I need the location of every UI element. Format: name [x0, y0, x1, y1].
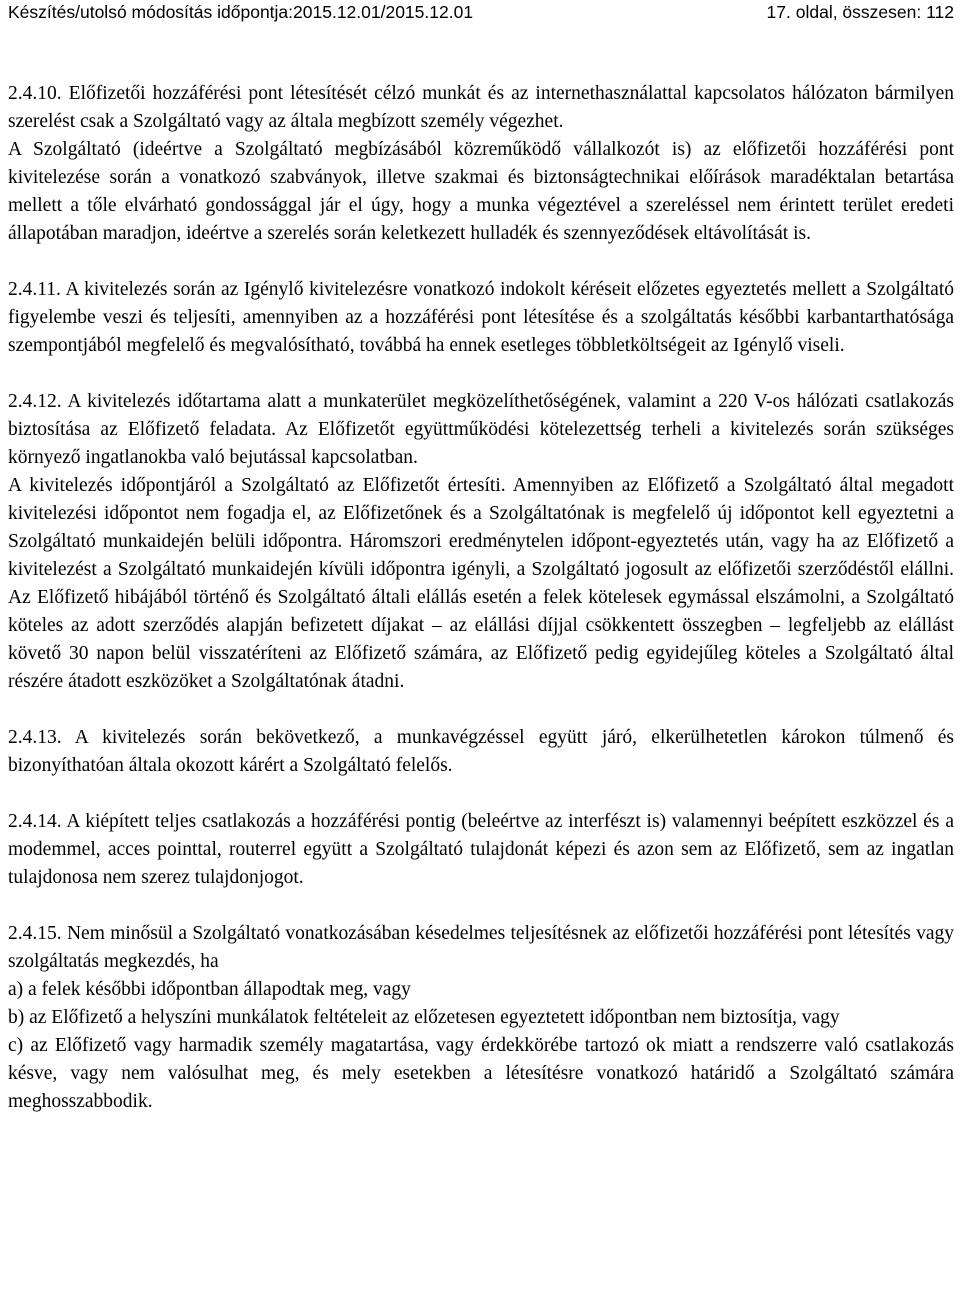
header-timestamp: Készítés/utolsó módosítás időpontja:2015.12.01/2015.12.01 — [8, 2, 474, 22]
paragraph: 2.4.12. A kivitelezés időtartama alatt a munkaterület megközelíthetőségének, valamint a 220 V-os hálózati csatlakozás biztosítása az Előfizető feladata. Az Előfizetőt együttműködési kötelezettség terheli a kivitelezés során szükséges környező ingatlanokba való bejutással kapcsolatban. — [8, 391, 954, 468]
paragraph: 2.4.13. A kivitelezés során bekövetkező, a munkavégzéssel együtt járó, elkerülhetetlen károkon túlmenő és bizonyíthatóan általa okozott kárért a Szolgáltató felelős. — [8, 727, 954, 776]
paragraph: A kivitelezés időpontjáról a Szolgáltató az Előfizetőt értesíti. Amennyiben az Előfizető a Szolgáltató által megadott kivitelezési időpontot nem fogadja el, az Előfizetőnek és a Szolgáltatónak is megfelelő új időpontot kell egyeztetni a Szolgáltató munkaidején belüli időpontra. Háromszori eredménytelen időpont-egyeztetés után, vagy ha az Előfizető a kivitelezést a Szolgáltató munkaidején kívüli időpontra igényli, a Szolgáltató jogosult az előfizetői szerződéstől elállni. Az Előfizető hibájából történő és Szolgáltató általi elállás esetén a felek kötelesek egymással elszámolni, a Szolgáltató köteles az adott szerződés alapján befizetett díjakat – az elállási díjjal csökkentett összegben – legfeljebb az elállást követő 30 napon belül visszatéríteni az Előfizető számára, az Előfizető pedig egyidejűleg köteles a Szolgáltató által részére átadott eszközöket a Szolgáltatónak átadni. — [8, 475, 954, 692]
section-2-4-12 — [8, 388, 954, 696]
header-page-number: 17. oldal, összesen: 112 — [766, 2, 954, 22]
section-2-4-10 — [8, 80, 954, 248]
paragraph: 2.4.15. Nem minősül a Szolgáltató vonatkozásában késedelmes teljesítésnek az előfizetői hozzáférési pont létesítés vagy szolgáltatás megkezdés, ha — [8, 923, 954, 972]
section-2-4-15 — [8, 920, 954, 1116]
document-body — [8, 80, 954, 1144]
list-item: a) a felek későbbi időpontban állapodtak meg, vagy — [8, 979, 411, 1000]
list-item: c) az Előfizető vagy harmadik személy magatartása, vagy érdekkörébe tartozó ok miatt a rendszerre való csatlakozás késve, vagy nem valósulhat meg, és mely esetekben a létesítésre vonatkozó határidő a Szolgáltató számára meghosszabbodik. — [8, 1035, 954, 1112]
section-2-4-14 — [8, 808, 954, 892]
paragraph: 2.4.10. Előfizetői hozzáférési pont létesítését célzó munkát és az internethasználattal kapcsolatos hálózaton bármilyen szerelést csak a Szolgáltató vagy az általa megbízott személy végezhet. — [8, 83, 954, 132]
section-2-4-13 — [8, 724, 954, 780]
section-2-4-11 — [8, 276, 954, 360]
paragraph: 2.4.11. A kivitelezés során az Igénylő kivitelezésre vonatkozó indokolt kéréseit előzetes egyeztetés mellett a Szolgáltató figyelembe veszi és teljesíti, amennyiben az a hozzáférési pont létesítése és a szolgáltatás későbbi karbantarthatósága szempontjából megfelelő és megvalósítható, továbbá ha ennek esetleges többletköltségeit az Igénylő viseli. — [8, 279, 954, 356]
list-item: b) az Előfizető a helyszíni munkálatok feltételeit az előzetesen egyeztetett időpontban nem biztosítja, vagy — [8, 1007, 840, 1028]
page-header — [8, 0, 954, 24]
paragraph: 2.4.14. A kiépített teljes csatlakozás a hozzáférési pontig (beleértve az interfészt is) valamennyi beépített eszközzel és a modemmel, acces pointtal, routerrel együtt a Szolgáltató tulajdonát képezi és azon sem az Előfizető, sem az ingatlan tulajdonosa nem szerez tulajdonjogot. — [8, 811, 954, 888]
paragraph: A Szolgáltató (ideértve a Szolgáltató megbízásából közreműködő vállalkozót is) az előfizetői hozzáférési pont kivitelezése során a vonatkozó szabványok, illetve szakmai és biztonságtechnikai előírások maradéktalan betartása mellett a tőle elvárható gondossággal jár el úgy, hogy a munka végeztével a szereléssel nem érintett terület eredeti állapotában maradjon, ideértve a szerelés során keletkezett hulladék és szennyeződések eltávolítását is. — [8, 139, 954, 244]
